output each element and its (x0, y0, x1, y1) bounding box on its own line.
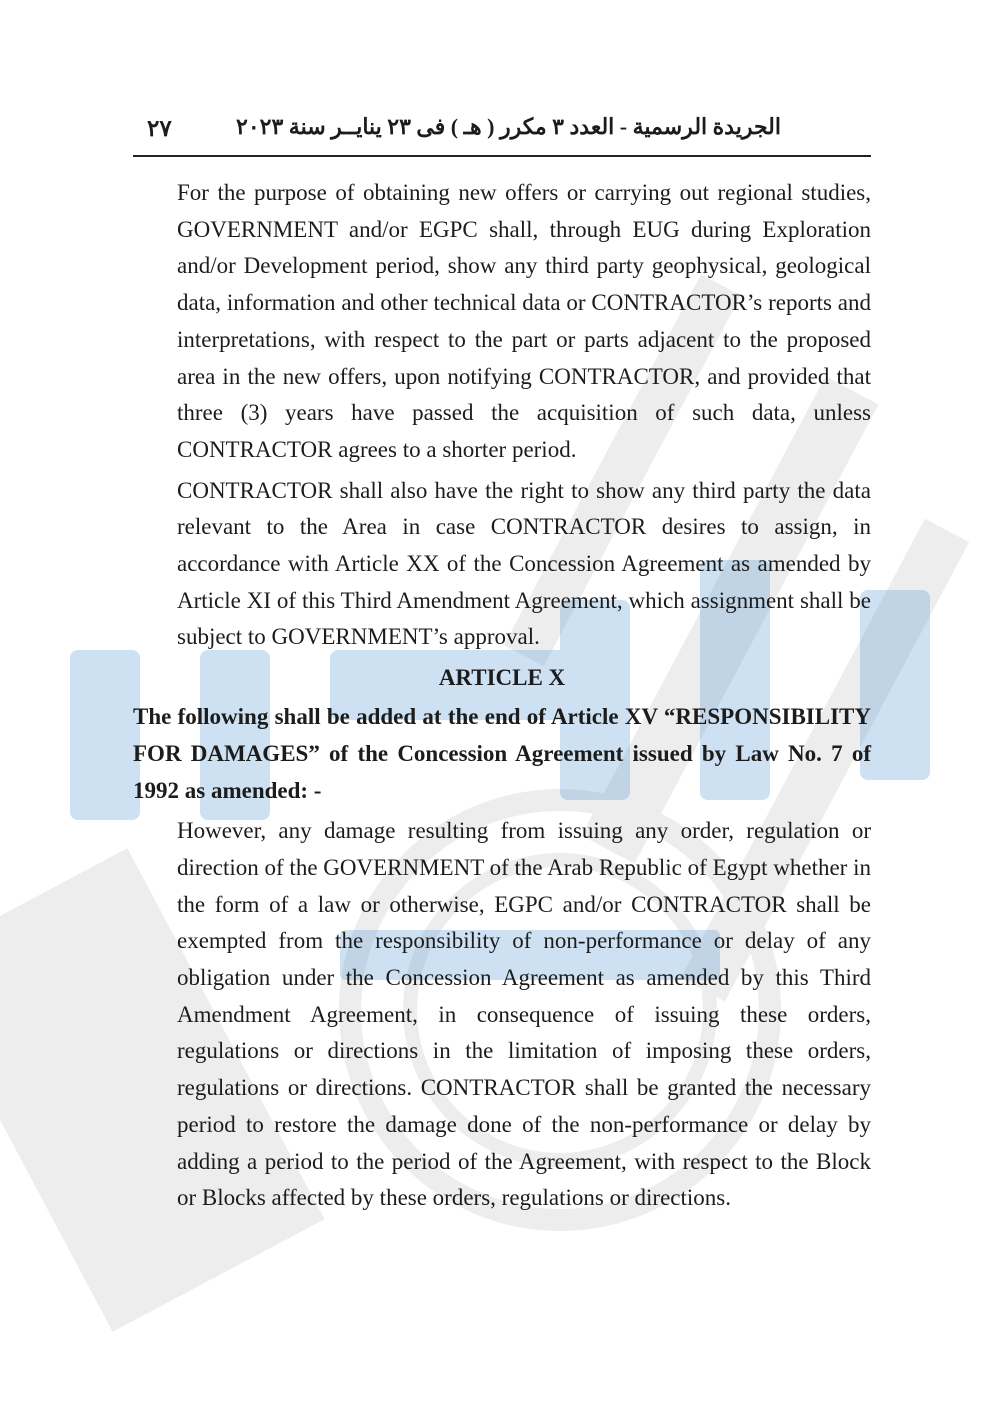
paragraph-contractor-rights: CONTRACTOR shall also have the right to show any third party the data relevant to the Area in case CONTRACTOR desires to assign, in accordance with Article XX of the Concession Agreement as amended by Article XI of this Third Amendment Agreement, which assignment shall be subject to GOVERNMENT’s approval. (177, 477, 871, 650)
amendment-intro: The following shall be added at the end of Article XV “RESPONSIBILITY FOR DAMAGES” of the Concession Agreement issued by Law No. 7 of 1992 as amended: - (133, 704, 871, 803)
publication-header: الجريدة الرسمية - العدد ٣ مكرر ( هـ ) فى ٢٣ ينايــر سنة ٢٠٢٣ (236, 114, 781, 139)
paragraph-damages: However, any damage resulting from issuing any order, regulation or direction of the GOVERNMENT of the Arab Republic of Egypt whether in the form of a law or otherwise, EGPC and/or CONTRACTOR shall be exempted from the responsibility of non-performance or delay of any obligation under the Concession Agreement as amended by this Third Amendment Agreement, in consequence of issuing these orders, regulations or directions in the limitation of imposing these orders, regulations or directions. CONTRACTOR shall be granted the necessary period to restore the damage done of the non-performance or delay by adding a period to the period of the Agreement, with respect to the Block or Blocks affected by these orders, regulations or directions. (177, 818, 871, 1211)
page-header (133, 112, 871, 152)
article-heading: ARTICLE X (438, 665, 566, 691)
document-body (133, 175, 871, 1221)
paragraph-data-disclosure: For the purpose of obtaining new offers or carrying out regional studies, GOVERNMENT and/or EGPC shall, through EUG during Exploration and/or Development period, show any third party geophysical, geological data, information and other technical data or CONTRACTOR’s reports and interpretations, with respect to the part or parts adjacent to the proposed area in the new offers, upon notifying CONTRACTOR, and provided that three (3) years have passed the acquisition of such data, unless CONTRACTOR agrees to a shorter period. (177, 180, 871, 462)
header-divider (133, 155, 871, 157)
page-number: ٢٧ (147, 116, 172, 141)
